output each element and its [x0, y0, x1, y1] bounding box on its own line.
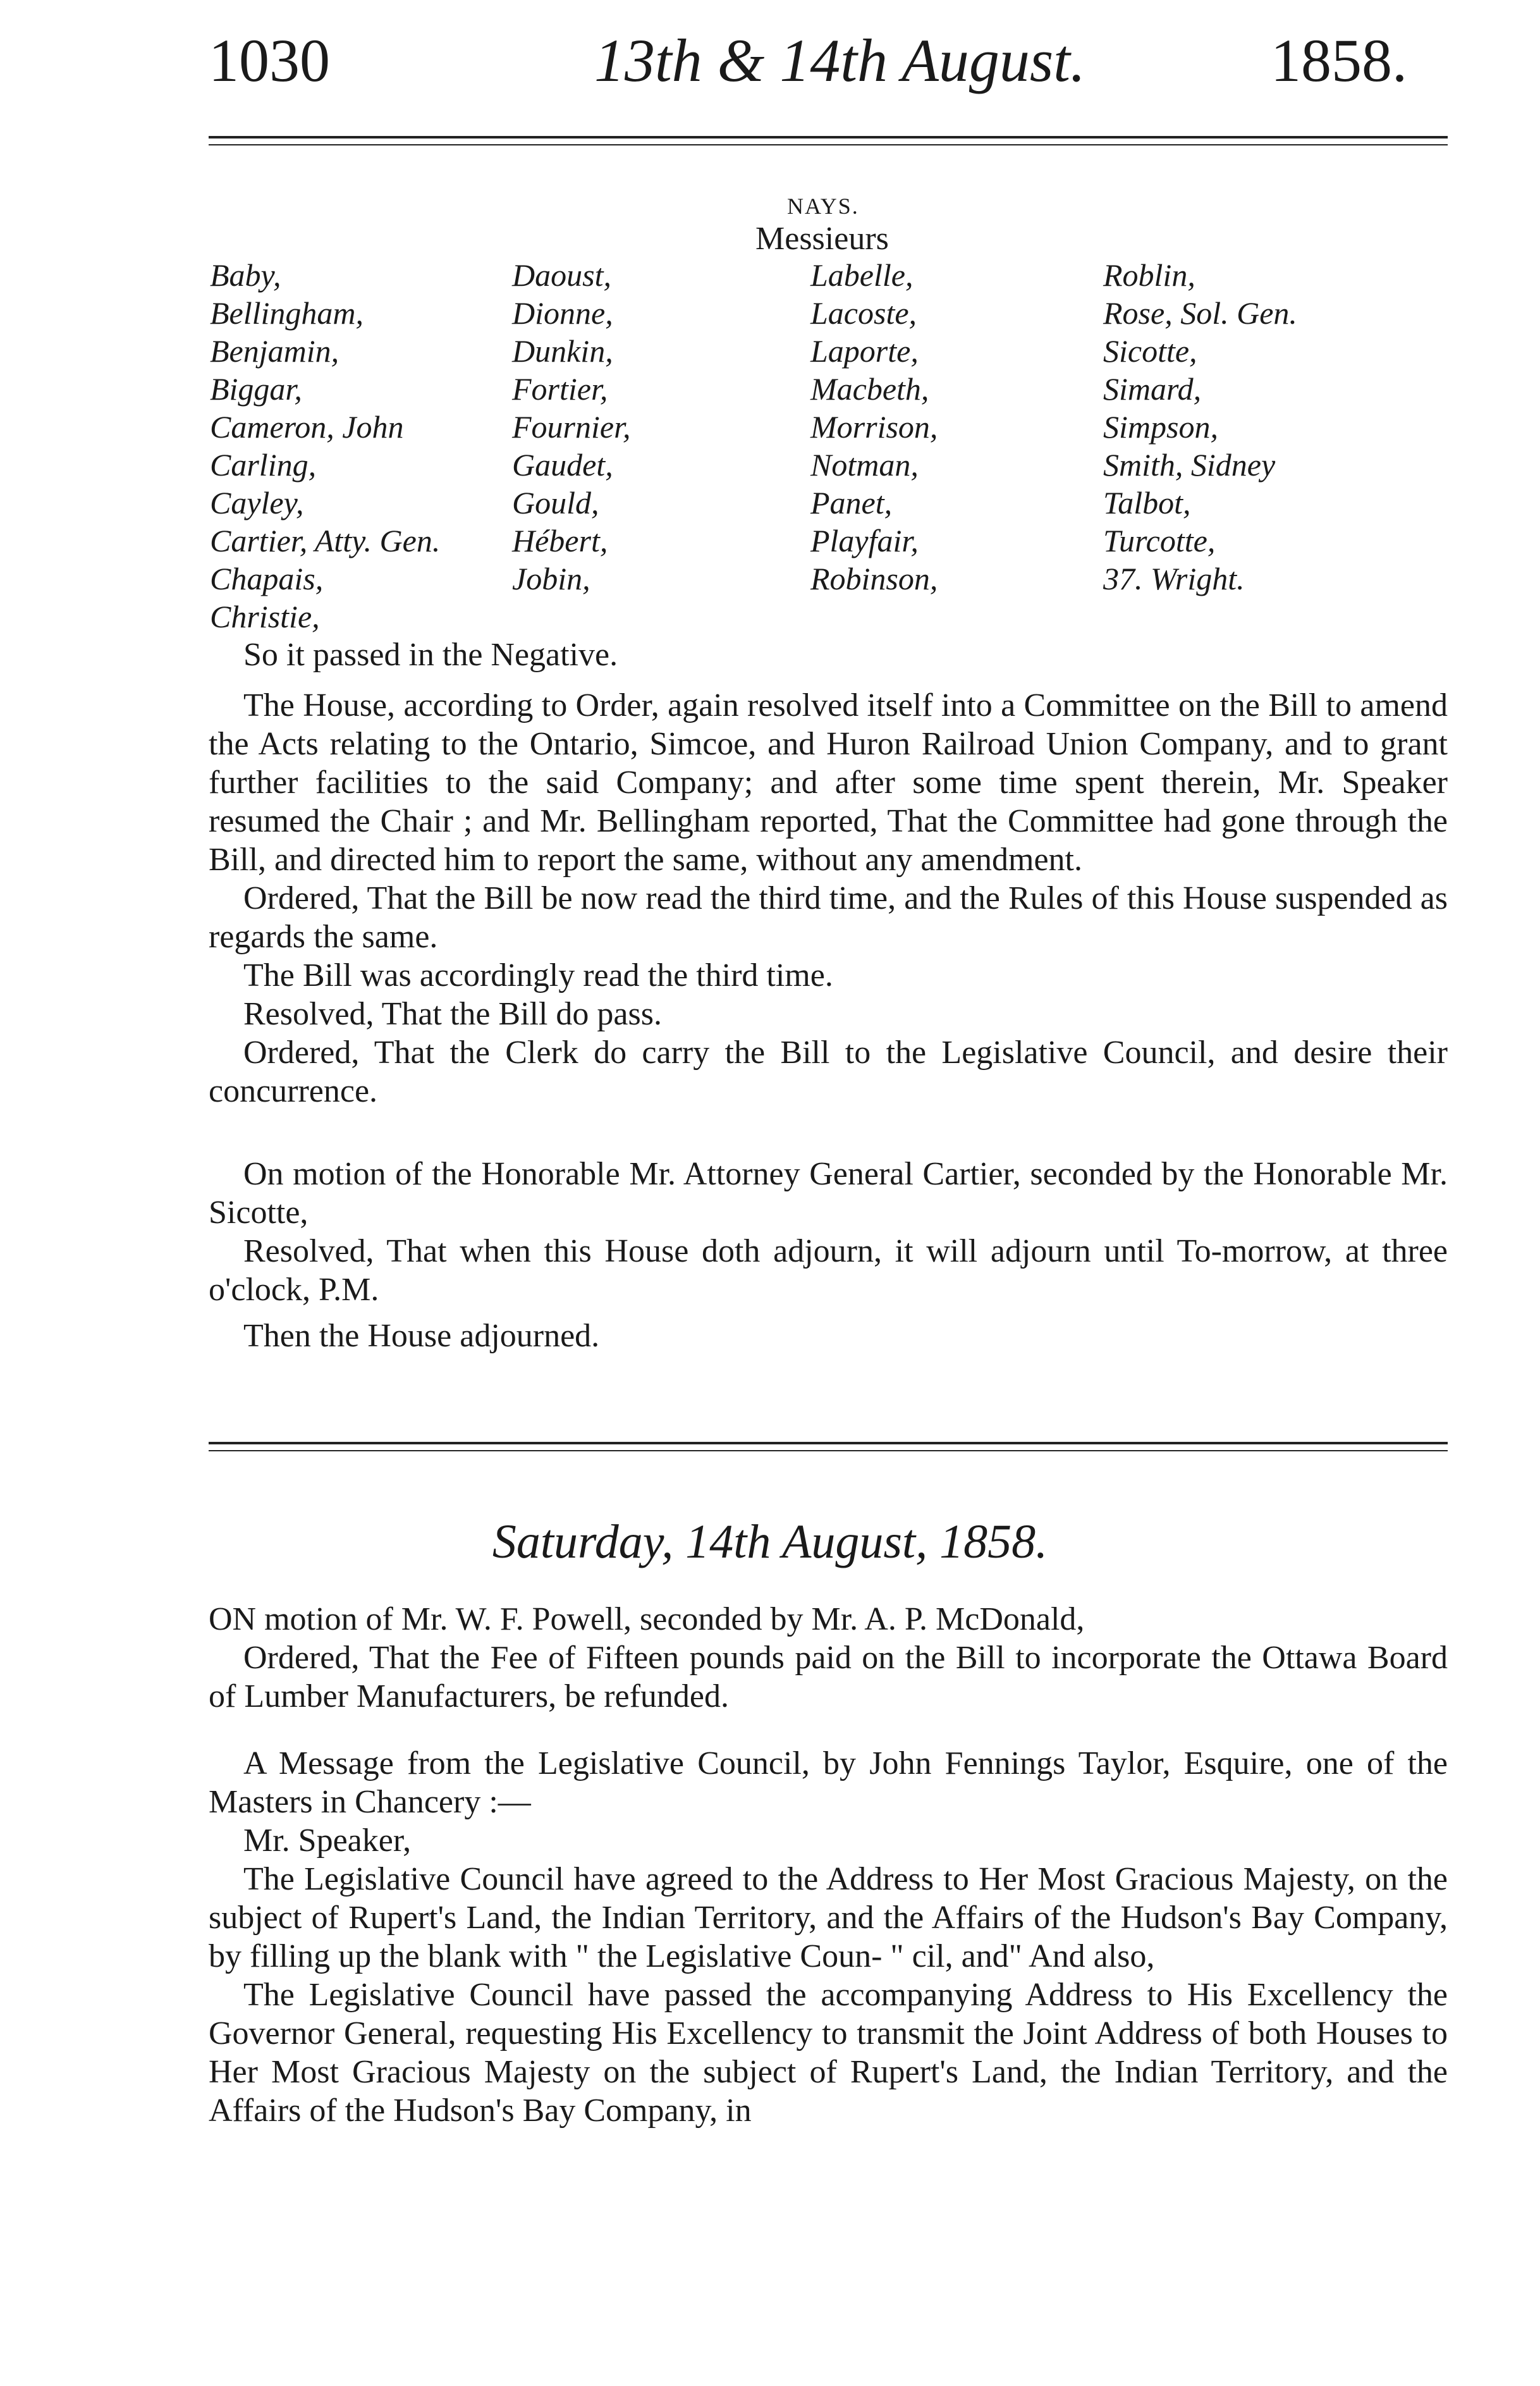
- paragraph-resolved-adjourn: Resolved, That when this House doth adjourn, it will adjourn until To-morrow, at three o'clock, P.M.: [209, 1233, 1448, 1308]
- messieurs-label: Messieurs: [755, 221, 889, 257]
- nays-name: Roblin,: [1103, 257, 1195, 293]
- nays-name: Baby,: [210, 257, 281, 293]
- saturday-block: [209, 1600, 1448, 2130]
- nays-name: Benjamin,: [210, 333, 339, 369]
- nays-name: Christie,: [210, 599, 320, 634]
- nays-name: Lacoste,: [810, 295, 917, 331]
- section-rule: [209, 1442, 1448, 1444]
- paragraph-ordered-clerk: Ordered, That the Clerk do carry the Bill to the Legislative Council, and desire their concurrence.: [209, 1035, 1448, 1109]
- nays-name: Panet,: [810, 485, 893, 520]
- nays-name: 37. Wright.: [1103, 561, 1245, 596]
- nays-name: Labelle,: [810, 257, 914, 293]
- nays-column-4: [1103, 256, 1297, 598]
- paragraph-ordered-third-reading: Ordered, That the Bill be now read the third time, and the Rules of this House suspended as regards the same.: [209, 880, 1448, 955]
- nays-column-1: [210, 256, 440, 636]
- paragraph-address-passed: The Legislative Council have passed the accompanying Address to His Excellency the Governor General, requesting His Excellency to transmit the Joint Address of both Houses to Her Most Gracious Majesty on the subject of Rupert's Land, the Indian Territory, and the Affairs of the Hudson's Bay Company, in: [209, 1977, 1448, 2129]
- proceedings-block: [209, 686, 1448, 1355]
- nays-name: Sicotte,: [1103, 333, 1197, 369]
- nays-heading: NAYS.: [787, 194, 859, 219]
- nays-name: Hébert,: [512, 523, 608, 558]
- nays-name: Fournier,: [512, 409, 631, 445]
- paragraph-message: A Message from the Legislative Council, by John Fennings Taylor, Esquire, one of the Masters in Chancery :—: [209, 1745, 1448, 1820]
- nays-name: Macbeth,: [810, 371, 929, 407]
- nays-name: Gould,: [512, 485, 599, 520]
- nays-name: Playfair,: [810, 523, 919, 558]
- paragraph-motion: On motion of the Honorable Mr. Attorney General Cartier, seconded by the Honorable Mr. Sicotte,: [209, 1156, 1448, 1231]
- nays-column-3: [810, 256, 938, 598]
- page-date-title: 13th & 14th August.: [594, 27, 1085, 94]
- section-rule-thin: [209, 1450, 1448, 1451]
- paragraph-speaker: Mr. Speaker,: [243, 1823, 412, 1859]
- paragraph-fee-ordered: Ordered, That the Fee of Fifteen pounds paid on the Bill to incorporate the Ottawa Board of Lumber Manufacturers, be refunded.: [209, 1640, 1448, 1714]
- paragraph-fee-motion: ON motion of Mr. W. F. Powell, seconded by Mr. A. P. McDonald,: [209, 1601, 1085, 1637]
- vote-result: So it passed in the Negative.: [243, 637, 618, 673]
- paragraph-resolved-pass: Resolved, That the Bill do pass.: [243, 996, 662, 1032]
- nays-name: Bellingham,: [210, 295, 364, 331]
- nays-column-2: [512, 256, 631, 598]
- paragraph-address-agreed: The Legislative Council have agreed to the Address to Her Most Gracious Majesty, on the subject of Rupert's Land, the Indian Territory, and the Affairs of the Hudson's Bay Company, by filling up the blank with " the Legislative Coun- " cil, and" And also,: [209, 1861, 1448, 1974]
- nays-name: Notman,: [810, 447, 919, 483]
- page-year: 1858.: [1271, 27, 1407, 94]
- nays-name: Dunkin,: [512, 333, 613, 369]
- nays-name: Cartier, Atty. Gen.: [210, 523, 441, 558]
- nays-name: Gaudet,: [512, 447, 613, 483]
- paragraph-committee: The House, according to Order, again resolved itself into a Committee on the Bill to amend the Acts relating to the Ontario, Simcoe, and Huron Railroad Union Company, and to grant further facilities to the said Company; and after some time spent therein, Mr. Speaker resumed the Chair ; and Mr. Bellingham reported, That the Committee had gone through the Bill, and directed him to report the same, without any amendment.: [209, 687, 1448, 878]
- header-rule: [209, 136, 1448, 138]
- nays-name: Talbot,: [1103, 485, 1191, 520]
- page-number: 1030: [209, 27, 330, 94]
- nays-name: Simard,: [1103, 371, 1202, 407]
- nays-name: Smith, Sidney: [1103, 447, 1276, 483]
- nays-name: Daoust,: [512, 257, 611, 293]
- nays-name: Morrison,: [810, 409, 938, 445]
- paragraph-third-read: The Bill was accordingly read the third time.: [243, 957, 833, 993]
- nays-name: Rose, Sol. Gen.: [1103, 295, 1297, 331]
- nays-name: Cayley,: [210, 485, 304, 520]
- nays-name: Chapais,: [210, 561, 324, 596]
- nays-name: Carling,: [210, 447, 317, 483]
- section-title: Saturday, 14th August, 1858.: [492, 1515, 1048, 1568]
- header-rule-thin: [209, 144, 1448, 145]
- nays-name: Cameron, John: [210, 409, 404, 445]
- nays-name: Laporte,: [810, 333, 919, 369]
- nays-name: Dionne,: [512, 295, 613, 331]
- nays-name: Jobin,: [512, 561, 590, 596]
- nays-name: Biggar,: [210, 371, 302, 407]
- nays-name: Robinson,: [810, 561, 938, 596]
- paragraph-adjourned: Then the House adjourned.: [243, 1318, 600, 1354]
- nays-name: Simpson,: [1103, 409, 1218, 445]
- nays-name: Fortier,: [512, 371, 608, 407]
- nays-name: Turcotte,: [1103, 523, 1216, 558]
